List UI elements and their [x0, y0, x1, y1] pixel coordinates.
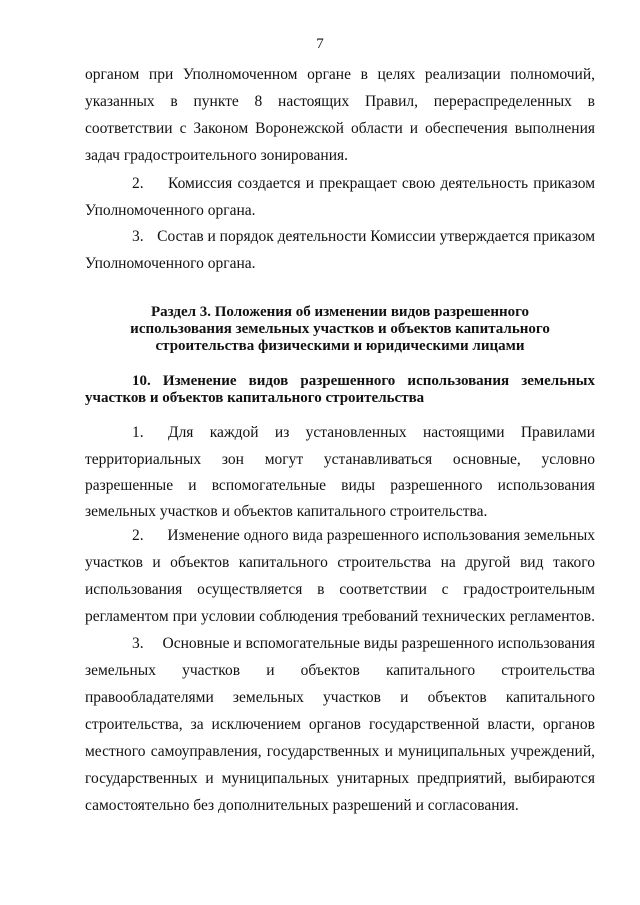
- paragraph-3: [132, 228, 595, 246]
- text-line: земельных участков и объектов капитального строительства.: [85, 503, 488, 520]
- text-line: территориальных зон могут устанавливаться основные, условно: [85, 451, 595, 468]
- text-line: правообладателями земельных участков и объектов капитального: [85, 689, 595, 706]
- article-heading: 10. Изменение видов разрешенного использования земельных: [132, 373, 595, 389]
- text-line: указанных в пункте 8 настоящих Правил, перераспределенных в: [85, 93, 595, 110]
- article-paragraph-2: [132, 527, 595, 545]
- text-line: государственных и муниципальных унитарных предприятий, выбираются: [85, 770, 595, 787]
- paragraph-number: 3.: [132, 228, 144, 245]
- text-line: Для каждой из установленных настоящими Правилами: [168, 424, 595, 441]
- article-heading: участков и объектов капитального строительства: [85, 390, 425, 406]
- text-line: Изменение одного вида разрешенного использования земельных: [167, 527, 595, 544]
- paragraph-number: 2.: [132, 527, 144, 544]
- article-paragraph-1: [132, 424, 595, 442]
- text-line: самостоятельно без дополнительных разрешений и согласования.: [85, 797, 519, 814]
- text-line: строительства, за исключением органов государственной власти, органов: [85, 716, 595, 733]
- text-line: местного самоуправления, государственных и муниципальных учреждений,: [85, 743, 595, 760]
- text-line: земельных участков и объектов капитального строительства: [85, 662, 595, 679]
- section-heading: строительства физическими и юридическими лицами: [155, 338, 525, 354]
- article-paragraph-3: [132, 635, 595, 653]
- text-line: Основные и вспомогательные виды разрешенного использования: [162, 635, 595, 652]
- text-line: Уполномоченного органа.: [85, 255, 256, 272]
- text-line: участков и объектов капитального строительства на другой вид такого: [85, 554, 595, 571]
- paragraph-number: 1.: [132, 424, 144, 441]
- paragraph-2: [132, 175, 595, 193]
- paragraph-number: 3.: [132, 635, 144, 652]
- section-heading: использования земельных участков и объектов капитального: [130, 321, 550, 337]
- text-line: использования осуществляется в соответствии с градостроительным: [85, 581, 595, 598]
- text-line: задач градостроительного зонирования.: [85, 147, 349, 164]
- paragraph-number: 2.: [132, 175, 144, 192]
- section-heading: Раздел 3. Положения об изменении видов разрешенного: [150, 304, 530, 320]
- text-line: органом при Уполномоченном органе в целях реализации полномочий,: [85, 66, 595, 83]
- text-line: Уполномоченного органа.: [85, 202, 256, 219]
- text-line: Состав и порядок деятельности Комиссии утверждается приказом: [157, 228, 595, 245]
- text-line: разрешенные и вспомогательные виды разрешенного использования: [85, 477, 595, 494]
- text-line: Комиссия создается и прекращает свою деятельность приказом: [168, 175, 595, 192]
- page-number: 7: [316, 36, 324, 52]
- text-line: соответствии с Законом Воронежской области и обеспечения выполнения: [85, 120, 595, 137]
- text-line: регламентом при условии соблюдения требований технических регламентов.: [85, 608, 595, 625]
